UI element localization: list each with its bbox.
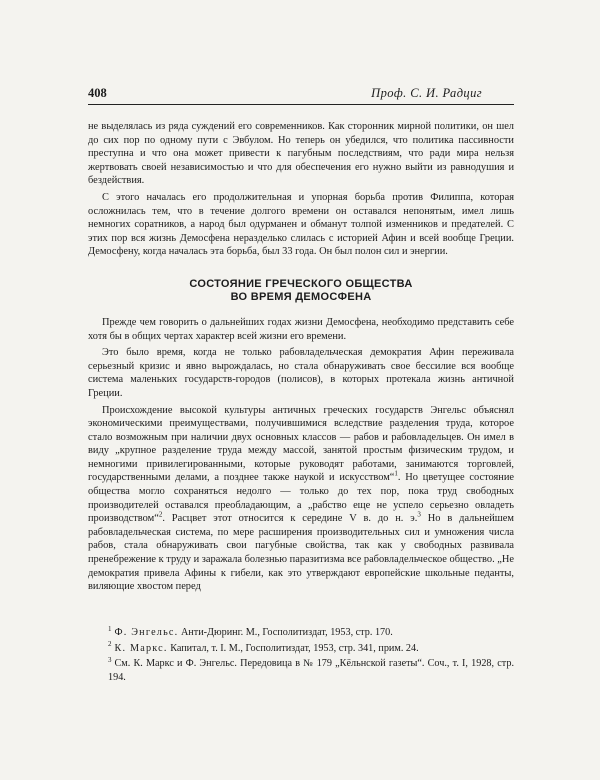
footnotes <box>108 626 514 686</box>
footnote-text: Анти-Дюринг. М., Госполитиздат, 1953, стр. 170. <box>178 627 393 638</box>
paragraph: не выделялась из ряда суждений его современников. Как сторонник мирной политики, он шел до сих пор по одному пути с Эвбулом. Но теперь он убедился, что политика пассивности преступна и что она может привести к пагубным последствиям, что ради мира нельзя жертвовать своей независимостью и что для обеспечения его нужно выйти из равнодушия и бездействия. <box>88 121 514 187</box>
footnote-1 <box>108 626 514 640</box>
paragraph: С этого началась его продолжительная и упорная борьба против Филиппа, которая осложнилась тем, что в течение долгого времени он оставался непонятым, имел лишь немногих соратников, а народ был одурманен и обманут толпой изменников и предателей. С этих пор вся жизнь Демосфена неразделько слилась с историей Афин и всей вообще Греции. Демосфену, когда началась эта борьба, был 33 года. Он был полон сил и энергии. <box>88 191 514 258</box>
paragraph-text: . Расцвет этот относится к середине V в. до н. э. <box>162 513 418 525</box>
book-page <box>88 86 514 597</box>
footnote-mark: 2 <box>108 640 112 649</box>
paragraph-text: Но в дальнейшем рабовладельческая система, по мере расширения производительных сил и умножения числа рабов, стала обнаруживать свои пагубные свойства, так как у свободных развивала пренебрежение к труду и заражала болезнью паразитизма все рабовладельческое общество. „Не демократия привела Афины к гибели, как это утверждают европейские школьные педанты, виляющие хвостом перед <box>88 513 514 593</box>
footnote-text: Капитал, т. I. М., Госполитиздат, 1953, стр. 341, прим. 24. <box>167 642 419 654</box>
section-heading-line-1: СОСТОЯНИЕ ГРЕЧЕСКОГО ОБЩЕСТВА <box>189 277 413 290</box>
paragraph: Это было время, когда не только рабовладельческая демократия Афин переживала серьезный кризис и явно вырождалась, но стала обнаруживать свое бессилие вся вообще система маленьких государств-городов (полисов), в которых протекала жизнь античной Греции. <box>88 347 514 399</box>
running-title: Проф. С. И. Радциг <box>371 86 482 100</box>
footnote-ref-1[interactable]: 1 <box>394 470 398 478</box>
section-heading-line-2: ВО ВРЕМЯ ДЕМОСФЕНА <box>230 291 372 304</box>
footnote-ref-2[interactable]: 2 <box>158 510 163 519</box>
paragraph-text: Происхождение высокой культуры античных греческих государств Энгельс объяснял экономическими преимуществами, получившимися вследствие разделения труда, которое стало возможным при наличии двух основных классов — рабов и рабовладельцев. Он имел в виду „крупное разделение труда между массой, занятой простым физическим трудом, и немногими привилегированными, которые руководят работами, занимаются торговлей, государственными делами, а позднее также наукой и искусством“ <box>88 404 514 484</box>
footnote-3 <box>108 657 514 684</box>
page-number: 408 <box>88 86 107 100</box>
footnote-text: См. К. Маркс и Ф. Энгельс. Передовица в № 179 „Кёльнской газеты“. Соч., т. I, 1928, стр. 194. <box>108 658 514 683</box>
footnote-mark: 3 <box>108 655 112 664</box>
footnote-author: К. Маркс. <box>114 642 168 654</box>
page-header <box>88 86 514 105</box>
footnote-2 <box>108 642 514 656</box>
footnote-author: Ф. Энгельс. <box>114 627 179 638</box>
main-text <box>88 120 514 594</box>
paragraph-text: . Но цветущее состояние общества могло сохраняться недолго — только до тех пор, пока труд свободных производителей оставался преобладающим, а „рабство еще не успело серьезно овладеть производством“ <box>88 472 514 525</box>
section-heading <box>88 278 514 305</box>
footnote-mark: 1 <box>108 624 112 633</box>
footnote-ref-3[interactable]: 3 <box>417 510 421 519</box>
paragraph-with-footnote-refs <box>88 404 514 594</box>
paragraph: Прежде чем говорить о дальнейших годах жизни Демосфена, необходимо представить себе хотя бы в общих чертах характер всей жизни его времени. <box>88 316 514 342</box>
